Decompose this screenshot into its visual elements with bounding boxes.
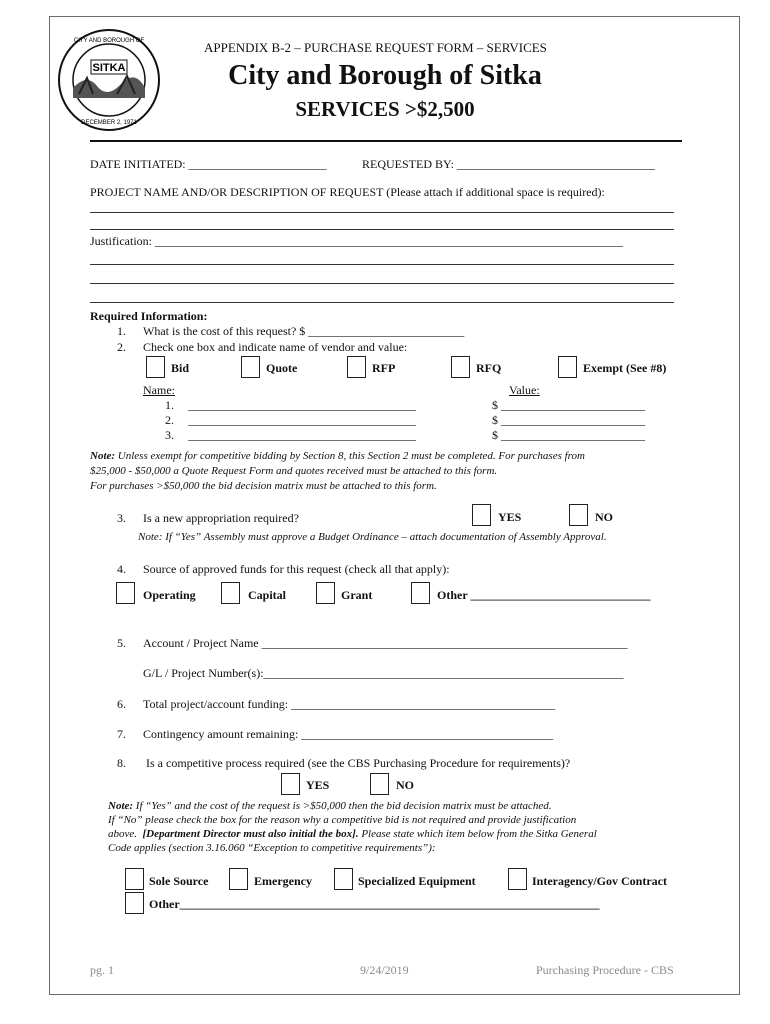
seal-date-text: DECEMBER 2, 1971 <box>81 120 137 126</box>
operating-label: Operating <box>143 588 196 602</box>
seal-top-text: CITY AND BOROUGH OF <box>73 38 145 44</box>
footer-page-number: pg. 1 <box>90 963 114 977</box>
quote-checkbox[interactable] <box>241 356 260 378</box>
footer-document-name: Purchasing Procedure - CBS <box>536 963 674 977</box>
grant-checkbox[interactable] <box>316 582 335 604</box>
required-info-heading: Required Information: <box>90 309 208 323</box>
rfp-label: RFP <box>372 361 396 375</box>
item-2-number: 2. <box>117 340 126 354</box>
bid-checkbox[interactable] <box>146 356 165 378</box>
q8-note-line-2: If “No” please check the box for the reason why a competitive bid is not required and provide justification <box>108 814 577 826</box>
q8-question: Is a competitive process required (see the CBS Purchasing Procedure for requirements)? <box>146 756 571 770</box>
q8-no-label: NO <box>396 778 414 792</box>
document-subtitle: SERVICES >$2,500 <box>295 97 475 121</box>
other-exception-field[interactable]: Other______________________________________________________________________ <box>149 897 600 911</box>
interagency-checkbox[interactable] <box>508 868 527 890</box>
contingency-field[interactable]: Contingency amount remaining: __________________________________________ <box>143 727 554 741</box>
seal-name-text: SITKA <box>92 62 126 74</box>
exempt-checkbox[interactable] <box>558 356 577 378</box>
specialized-equipment-label: Specialized Equipment <box>358 874 476 888</box>
sole-source-label: Sole Source <box>149 874 209 888</box>
vendor-row-3-value[interactable]: $ ________________________ <box>492 428 645 442</box>
account-project-name-field[interactable]: Account / Project Name _____________________________________________________________ <box>143 636 628 650</box>
q3-no-checkbox[interactable] <box>569 504 588 526</box>
footer-date: 9/24/2019 <box>360 963 409 977</box>
specialized-equipment-checkbox[interactable] <box>334 868 353 890</box>
header-divider <box>90 140 682 142</box>
vendor-row-2-name[interactable]: ______________________________________ <box>188 413 416 427</box>
vendor-row-1-value[interactable]: $ ________________________ <box>492 398 645 412</box>
description-line-2[interactable] <box>90 229 674 230</box>
q8-director-initial-note: [Department Director must also initial the box]. <box>142 828 359 840</box>
q8-yes-checkbox[interactable] <box>281 773 300 795</box>
vendor-row-2-number: 2. <box>165 413 174 427</box>
project-description-label: PROJECT NAME AND/OR DESCRIPTION OF REQUEST (Please attach if additional space is required): <box>90 185 605 199</box>
q4-number: 4. <box>117 562 126 576</box>
date-initiated-field[interactable]: DATE INITIATED: _______________________ <box>90 157 327 171</box>
item-1-number: 1. <box>117 324 126 338</box>
q8-yes-label: YES <box>306 778 330 792</box>
emergency-label: Emergency <box>254 874 312 888</box>
q3-question: Is a new appropriation required? <box>143 511 299 525</box>
cost-field[interactable]: What is the cost of this request? $ __________________________ <box>143 324 465 338</box>
sole-source-checkbox[interactable] <box>125 868 144 890</box>
q5-number: 5. <box>117 636 126 650</box>
q8-note-text-3a: above. <box>108 828 138 840</box>
q8-note-label: Note: <box>108 800 134 812</box>
justification-line-2[interactable] <box>90 283 674 284</box>
emergency-checkbox[interactable] <box>229 868 248 890</box>
quote-label: Quote <box>266 361 298 375</box>
rfp-checkbox[interactable] <box>347 356 366 378</box>
q6-number: 6. <box>117 697 126 711</box>
q8-note-text-1: If “Yes” and the cost of the request is >$50,000 then the bid decision matrix must be attached. <box>135 800 552 812</box>
rfq-checkbox[interactable] <box>451 356 470 378</box>
required-note-text-1: Unless exempt for competitive bidding by Section 8, this Section 2 must be completed. For purchases from <box>117 450 586 462</box>
total-funding-field[interactable]: Total project/account funding: ____________________________________________ <box>143 697 556 711</box>
vendor-instruction: Check one box and indicate name of vendor and value: <box>143 340 408 354</box>
q3-yes-checkbox[interactable] <box>472 504 491 526</box>
justification-field[interactable]: Justification: ______________________________________________________________________________ <box>90 234 623 248</box>
vendor-row-1-name[interactable]: ______________________________________ <box>188 398 416 412</box>
bid-label: Bid <box>171 361 190 375</box>
interagency-label: Interagency/Gov Contract <box>532 874 667 888</box>
document-title: City and Borough of Sitka <box>228 60 542 91</box>
q3-number: 3. <box>117 511 126 525</box>
other-exception-checkbox[interactable] <box>125 892 144 914</box>
vendor-row-3-name[interactable]: ______________________________________ <box>188 428 416 442</box>
q7-number: 7. <box>117 727 126 741</box>
required-note-line-3: For purchases >$50,000 the bid decision matrix must be attached to this form. <box>90 480 437 492</box>
description-line-1[interactable] <box>90 212 674 213</box>
appendix-heading: APPENDIX B-2 – PURCHASE REQUEST FORM – SERVICES <box>204 40 547 55</box>
vendor-row-2-value[interactable]: $ ________________________ <box>492 413 645 427</box>
q3-note: Note: If “Yes” Assembly must approve a Budget Ordinance – attach documentation of Assembly Approval. <box>138 531 607 543</box>
vendor-row-3-number: 3. <box>165 428 174 442</box>
q8-note-line-4: Code applies (section 3.16.060 “Exception to competitive requirements”): <box>108 842 436 854</box>
operating-checkbox[interactable] <box>116 582 135 604</box>
q8-note-text-3c: Please state which item below from the Sitka General <box>358 828 597 840</box>
grant-label: Grant <box>341 588 373 602</box>
required-note-line-2: $25,000 - $50,000 a Quote Request Form and quotes received must be attached to this form. <box>90 465 498 477</box>
other-funds-checkbox[interactable] <box>411 582 430 604</box>
q3-no-label: NO <box>595 510 613 524</box>
required-note-line-1 <box>90 450 585 462</box>
capital-label: Capital <box>248 588 287 602</box>
exempt-label: Exempt (See #8) <box>583 361 667 375</box>
requested-by-field[interactable]: REQUESTED BY: _________________________________ <box>362 157 655 171</box>
vendor-value-label: Value: <box>509 383 540 397</box>
q8-no-checkbox[interactable] <box>370 773 389 795</box>
required-note-label: Note: <box>90 450 116 462</box>
q8-note-line-1 <box>108 800 552 812</box>
other-funds-field[interactable]: Other ______________________________ <box>437 588 651 602</box>
vendor-name-label: Name: <box>143 383 175 397</box>
q8-number: 8. <box>117 756 126 770</box>
q3-yes-label: YES <box>498 510 522 524</box>
q4-question: Source of approved funds for this request (check all that apply): <box>143 562 450 576</box>
q8-note-line-3 <box>108 828 597 840</box>
justification-line-1[interactable] <box>90 264 674 265</box>
justification-line-3[interactable] <box>90 302 674 303</box>
vendor-row-1-number: 1. <box>165 398 174 412</box>
capital-checkbox[interactable] <box>221 582 240 604</box>
gl-project-number-field[interactable]: G/L / Project Number(s):____________________________________________________________ <box>143 666 624 680</box>
rfq-label: RFQ <box>476 361 502 375</box>
